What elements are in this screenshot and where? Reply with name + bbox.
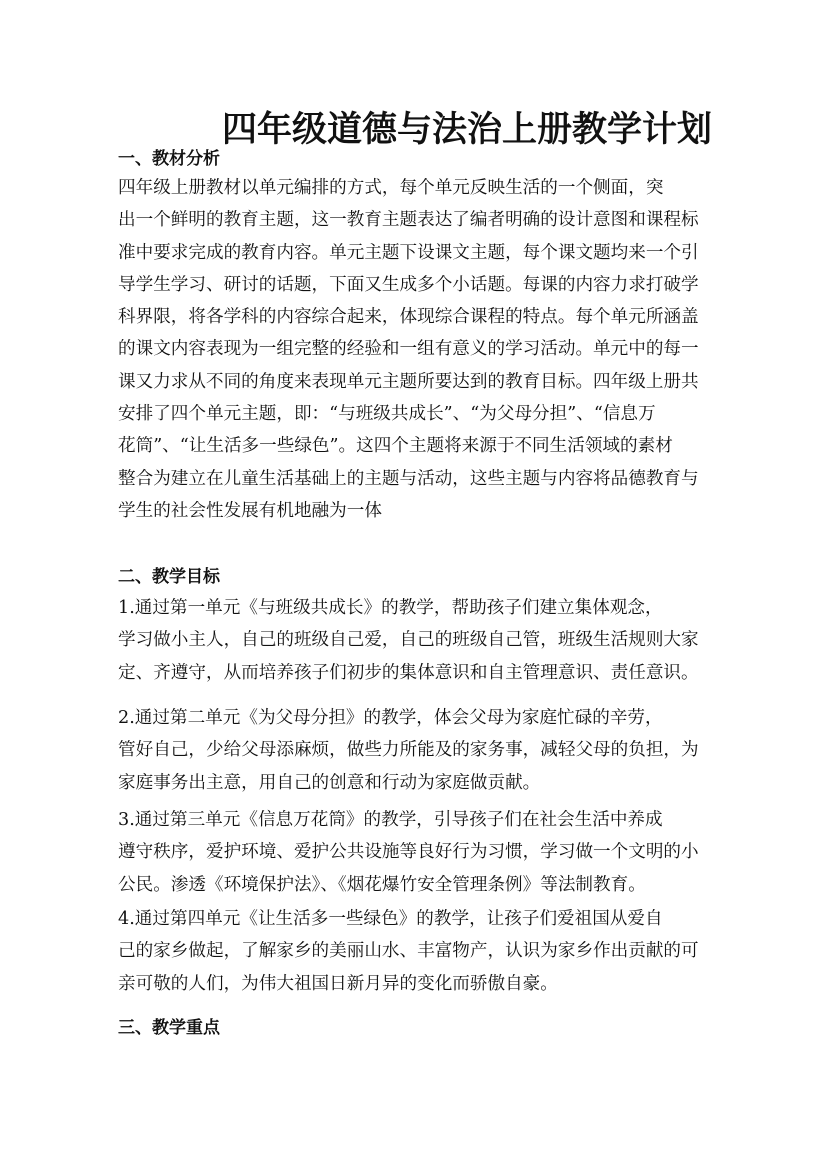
page-title: 四年级道德与法治上册教学计划: [222, 110, 713, 150]
section-heading: 二、教学目标: [118, 567, 220, 587]
paragraph: [118, 903, 738, 1000]
text-line: 亲可敬的人们，为伟大祖国日新月异的变化而骄傲自豪。: [118, 973, 558, 994]
text-line: 管好自己，少给父母添麻烦，做些力所能及的家务事，减轻父母的负担，为: [118, 740, 699, 761]
text-line: 己的家乡做起，了解家乡的美丽山水、丰富物产，认识为家乡作出贡献的可: [118, 941, 699, 962]
text-line: 花筒”、“让生活多一些绿色”。这四个主题将来源于不同生活领域的素材: [118, 436, 673, 457]
text-line: 公民。渗透《环境保护法》、《烟花爆竹安全管理条例》等法制教育。: [118, 874, 646, 895]
text-line: 1.通过第一单元《与班级共成长》的教学，帮助孩子们建立集体观念，: [118, 598, 663, 618]
text-line: 学生的社会性发展有机地融为一体: [118, 500, 382, 521]
paragraph: [118, 702, 738, 799]
section-heading: 三、教学重点: [118, 1018, 220, 1038]
text-line: 科界限，将各学科的内容综合起来，体现综合课程的特点。每个单元所涵盖: [118, 307, 699, 328]
section-heading: 一、教材分析: [118, 149, 220, 169]
paragraph: [118, 804, 738, 901]
paragraph: [118, 172, 738, 527]
text-line: 四年级上册教材以单元编排的方式，每个单元反映生活的一个侧面，突: [118, 178, 664, 198]
paragraph: [118, 592, 738, 689]
text-line: 整合为建立在儿童生活基础上的主题与活动，这些主题与内容将品德教育与: [118, 468, 699, 489]
text-line: 出一个鲜明的教育主题，这一教育主题表达了编者明确的设计意图和课程标: [118, 210, 699, 231]
text-line: 3.通过第三单元《信息万花筒》的教学，引导孩子们在社会生活中养成: [118, 810, 663, 830]
text-line: 4.通过第四单元《让生活多一些绿色》的教学，让孩子们爱祖国从爱自: [118, 909, 663, 929]
text-line: 准中要求完成的教育内容。单元主题下设课文主题，每个课文题均来一个引: [118, 242, 699, 263]
text-line: 家庭事务出主意，用自己的创意和行动为家庭做贡献。: [118, 772, 541, 793]
text-line: 安排了四个单元主题，即：“与班级共成长”、“为父母分担”、“信息万: [118, 404, 656, 425]
text-line: 导学生学习、研讨的话题，下面又生成多个小话题。每课的内容力求打破学: [118, 274, 699, 295]
text-line: 的课文内容表现为一组完整的经验和一组有意义的学习活动。单元中的每一: [118, 339, 699, 360]
text-line: 2.通过第二单元《为父母分担》的教学，体会父母为家庭忙碌的辛劳，: [118, 708, 663, 728]
text-line: 学习做小主人，自己的班级自己爱，自己的班级自己管，班级生活规则大家: [118, 630, 699, 651]
text-line: 遵守秩序，爱护环境、爱护公共设施等良好行为习惯，学习做一个文明的小: [118, 842, 699, 863]
text-line: 课又力求从不同的角度来表现单元主题所要达到的教育目标。四年级上册共: [118, 371, 699, 392]
text-line: 定、齐遵守，从而培养孩子们初步的集体意识和自主管理意识、责任意识。: [118, 662, 699, 683]
